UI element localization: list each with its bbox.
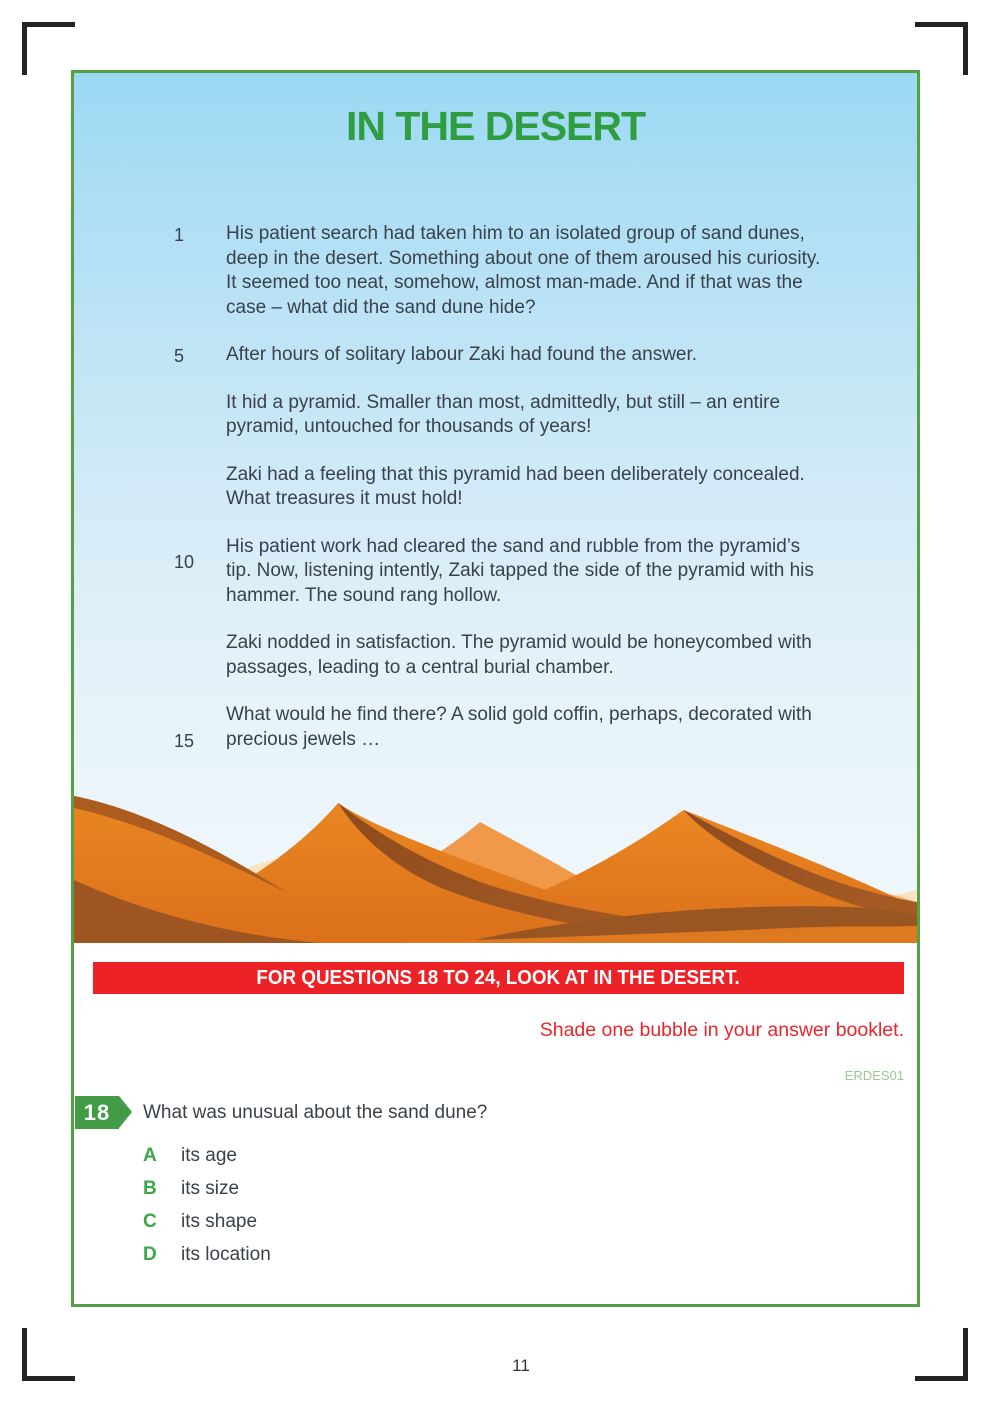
option-c [143,1205,904,1238]
passage-section [74,73,917,788]
question-number-badge: 18 [75,1096,119,1129]
option-letter: B [143,1177,157,1199]
passage-line: Zaki had a feeling that this pyramid had been deliberately concealed. [226,463,805,485]
passage-line: His patient work had cleared the sand and rubble from the pyramid’s [226,535,801,557]
passage-line: deep in the desert. Something about one of them aroused his curiosity. [226,247,821,269]
passage-line: pyramid, untouched for thousands of years! [226,416,592,437]
option-text: its location [181,1243,271,1265]
passage-code: ERDES01 [844,1068,904,1083]
line-number: 5 [174,346,185,366]
instruction-banner-text: FOR QUESTIONS 18 TO 24, LOOK AT IN THE DESERT. [256,967,741,989]
passage-line: After hours of solitary labour Zaki had found the answer. [226,344,698,365]
desert-dunes-illustration [74,788,917,943]
reading-booklet-box [71,70,920,1307]
passage-line: His patient search had taken him to an isolated group of sand dunes, [226,223,805,244]
passage-paragraph [226,463,876,512]
page-number: 11 [512,1356,530,1375]
option-letter: D [143,1243,157,1265]
passage-line: It seemed too neat, somehow, almost man-made. And if that was the [226,272,803,293]
passage-line: Zaki nodded in satisfaction. The pyramid would be honeycombed with [226,632,812,653]
option-letter: A [143,1144,157,1166]
passage-paragraph [174,343,876,368]
passage-paragraph [174,535,876,609]
passage-line: hammer. The sound rang hollow. [226,584,502,606]
passage-title: IN THE DESERT [345,103,646,149]
question-text: What was unusual about the sand dune? [143,1102,488,1123]
passage-paragraph [174,703,876,752]
option-letter: C [143,1210,157,1232]
line-number: 1 [174,225,185,245]
option-text: its age [181,1144,237,1166]
passage-line: What would he find there? A solid gold coffin, perhaps, decorated with [226,704,812,725]
crop-mark-top-right [915,22,968,75]
passage-line: case – what did the sand dune hide? [226,296,536,318]
options-list [143,1139,904,1271]
option-text: its size [181,1177,240,1199]
line-number: 15 [174,731,195,751]
questions-section [74,943,917,1271]
passage-line: tip. Now, listening intently, Zaki tapped the side of the pyramid with his [226,560,814,581]
passage-line: precious jewels … [226,728,381,750]
option-a [143,1139,904,1172]
shade-instruction: Shade one bubble in your answer booklet. [539,1019,904,1041]
passage-paragraph [226,631,876,680]
option-b [143,1172,904,1205]
crop-mark-bottom-right [915,1328,968,1381]
passage-line: What treasures it must hold! [226,488,463,509]
passage-line: It hid a pyramid. Smaller than most, admittedly, but still – an entire [226,391,781,413]
crop-mark-bottom-left [22,1328,75,1381]
option-text: its shape [181,1210,258,1232]
line-number: 10 [174,551,195,572]
passage-line: passages, leading to a central burial chamber. [226,656,614,678]
crop-mark-top-left [22,22,75,75]
question-18 [83,1096,904,1271]
option-d [143,1238,904,1271]
passage-paragraph [174,222,876,320]
instruction-banner [93,962,904,994]
passage-paragraph [226,391,876,440]
